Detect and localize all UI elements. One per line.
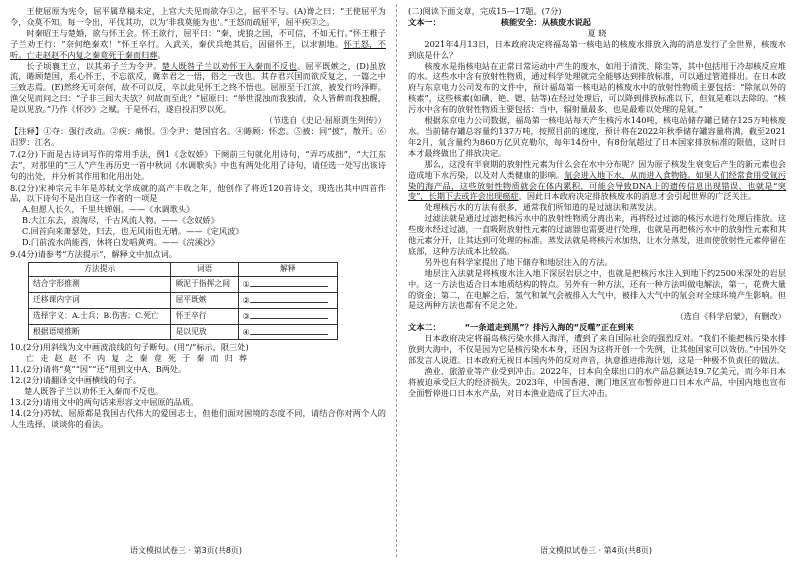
table-cell: 怀王卒行 [171,308,238,324]
blank-number: ② [242,295,250,305]
page-footer-right: 语文模拟试卷三 · 第4页(共8页) [540,546,653,555]
passage-paragraph-3 [10,61,386,116]
answer-blank[interactable] [250,278,328,287]
table-cell: 厥泥于指挥之间 [171,276,238,292]
table-header: 解释 [238,262,337,276]
table-cell: 根据语境推断 [29,324,171,340]
question-12-text: 楚人既咎子兰以劝怀王入秦而不反也。 [24,386,164,397]
passage-text: 。 [157,49,166,60]
passage-text: ，因此日本政府决定排放核废水的消息才会引起世界的广泛关注。 [518,191,757,202]
passage-text: 那么，这没有半衰期的放射性元素为什么会在水中分布呢？因为原子核发生衰变后产生的新元素也会造成地下水污染，以及对人类健康的影响。 [408,158,786,180]
question-8-option-a: A.但愿人长久，千里共婵娟。——《水调歌头》 [22,204,195,215]
table-cell: 选择字义：A.士兵；B.伤害；C.死亡 [29,308,171,324]
table-row [29,308,338,324]
text1-label: 文本一： [408,16,441,27]
text2-title: “一条道走到黑”？排污入海的“反噬”正在到来 [464,322,634,333]
text1-author: 夏 晓 [587,27,607,38]
text2-heading [408,322,786,333]
question-10: 10.(2分)用斜线为文中画波浪线的句子断句。(用“/”标示，限三处) [10,342,249,353]
answer-cell[interactable] [238,308,337,324]
underlined-sentence: 氚会进入地下水，从而进入食物链。如果人们经常食用受氚污染的海产品，这些放射性物质就会在体内累积，可能会导致DNA上的遗传信息出现错误，也就是“突变”，长期下去或许会出现癌症 [408,169,786,202]
text1-paragraph-7: 另外也有科学家提出了地下储存和地层注入的方法。 [424,256,613,267]
text1-paragraph-3: 根据东京电力公司数据，福岛第一核电站每天产生核污水140吨，核电站储存罐已储存125万吨核废水。当前储存罐总容量约137万吨，按照目前的速度，预计将在2022年秋季储存罐容量将满，截至2021年2月，氚含量约为860万亿贝克勒尔，每年14份中，有8份氚超过了日本国家排放标准的限值，这时日本才最终做出了排放决定。 [408,115,786,158]
question-11: 11.(2分)请将“莫”“因”“还”用到文中A、B两处。 [10,364,187,375]
answer-cell[interactable] [238,292,337,308]
text1-paragraph-8: 地层注入法就是将核废水注入地下深层岩层之中，也就是把核污水注入到地下约2500米深处的岩层中。这一方法也适合日本地质结构的特点。另外有一种方法，还有一种方法叫做电解法，第一，花费大量的资金；第二，在电解之后，氢气和氧气会被排入大气中，被排入大气中的氚会对全球环境产生影响。但是这两种方法也都有不足之处。 [408,267,786,311]
method-table [28,262,338,341]
text1-paragraph-1: 2021年4月13日，日本政府决定将福岛第一核电站的核废水排放入海的消息发行了全世界，核废水到底是什么？ [408,38,786,60]
underlined-sentence: 楚人既咎子兰以劝怀王入秦而不反也 [161,60,297,71]
question-8-option-c: C.回首向来萧瑟处，归去，也无风雨也无晴。——《定风波》 [22,226,244,237]
text2-paragraph-1: 日本政府决定将福岛核污染水排入海洋，遭到了来自国际社会的强烈反对。“我们不能把核污染水排放到大海中，不仅是因为它是核污染水本身，还因为这将开创一个先例，让其他国家可以效仿。”中国外交部发言人说道。日本政府无视日本国内外的反对声音，执意推进排海计划，这是一种极不负责任的做法。 [408,333,786,365]
table-cell: 屈平既嫉 [171,292,238,308]
passage-text: 。屈平既嫉之，(D)虽放流，睠顾楚国，系心怀王，不忘欲反，冀幸君之一悟，俗之一改也。其存君兴国而欲反复之，一篇之中三致志焉。(E)然终无可奈何，故不可以反，卒以此见怀王之终不悟也。屈原至于江滨，被发行吟泽畔。渔父见而问之曰：“子非三闾大夫欤？何故而至此？”屈原曰：“举世混浊而我独清，众人皆醉而我独醒，是以见放。”乃作《怀沙》之赋。于是怀石，遂自投汨罗以死。 [10,60,386,115]
passage-paragraph-1: 王使屈原为宪令，屈平属草稿未定，上官大夫见而欲夺①之，屈平不与。(A)谗之曰：“王使屈平为令，众莫不知。每一令出，平伐其功，以为‘非我莫能为也’。”王怒而疏屈平，屈平疾②之。 [10,6,386,27]
answer-cell[interactable] [238,324,337,340]
table-cell: 迁移课内字词 [29,292,171,308]
text1-title: 核能安全：从核废水说起 [500,16,591,27]
text2-label: 文本二： [408,322,441,333]
left-column [10,6,386,430]
text1-paragraph-2: 核废水是指核电站在正常日常运动中产生的废水，如用于清洗、除尘等，其中包括用于冷却核反应堆的水。这些水中含有放射性物质，通过科学处理就完全能够达到排放标准，可以通过管道排出。在日本政府与东京电力公司发布的文件中，预计福岛第一核电站的核废水中的放射性物质主要包括：“除氚以外的核素”，这些核素(如碘、铯、锶、钴等)在经过处理后，可以降到排放标准以下，但氚是难以去除的。“核污水中含有的放射性物质主要包括：当中，辐射量最多、也是最难以处理的是氚。” [408,60,786,115]
table-row [29,276,338,292]
answer-cell[interactable] [238,276,337,292]
question-10-text: 亡走赵赵不内复之秦竟死于秦而归葬 [26,353,254,364]
text1-paragraph-5: 处理核污水的方法有很多，通常我们所知道的是过滤法和蒸发法。 [424,202,662,213]
right-column [408,6,786,399]
table-cell: 结合字形推测 [29,276,171,292]
annotation-note: 【注释】①夺：强行改动。②疾：痛恨。③令尹：楚国官名。④睠顾：怀恋。⑤被：同“披”，散开。⑥汨罗：江名。 [10,125,386,147]
text1-source: （选自《科学启蒙》，有删改） [675,311,786,322]
blank-number: ③ [242,311,250,321]
answer-blank[interactable] [250,326,328,335]
table-row [29,292,338,308]
question-7: 7.(2分)下面是古诗词写作的常用手法，例1《念奴娇》下阕前三句就化用诗句，“弄巧成拙”，“大江东去”，对那里的“三人”产生再历史一首中秋词《水调歌头》中也有两处化用了诗句，请任选一处写出该诗句的出处，并分析其作用和化用出处。 [10,148,386,181]
question-12: 12.(2分)请翻译文中画横线的句子。 [10,375,142,386]
page-footer-left: 语文模拟试卷三 · 第3页(共8页) [130,546,243,555]
text1-paragraph-4 [408,159,786,203]
passage-paragraph-2 [10,28,386,61]
wavy-underline-sentence: 怀王怒，不听。亡走赵赵不内复之秦竟死于秦而归葬 [10,38,386,60]
table-header: 方法提示 [29,262,171,276]
table-cell: 是以见放 [171,324,238,340]
section-heading: (二)阅读下面文章，完成15—17题。(7分) [408,6,562,16]
question-8: 8.(2分)宋神宗元丰年是苏轼文学成就的高产丰收之年，他创作了将近120首诗文，现选出其中四首作品，以下诗句不是出自这一作者的一项是 [10,182,386,204]
answer-blank[interactable] [250,310,328,319]
blank-number: ④ [242,327,250,337]
passage-source: （节选自《史记·屈原贾生列传》） [264,115,386,126]
text1-heading [408,17,786,28]
question-14: 14.(2分)苏轼、屈原都是我国古代伟大的爱国志士，但他们面对困境的态度不同，请结合你对两个人的人生选择，谈谈你的看法。 [10,407,386,429]
column-divider [396,4,397,557]
table-header: 词语 [171,262,238,276]
table-row [29,324,338,340]
blank-number: ① [242,279,250,289]
passage-text: 时秦昭王与楚婚，欲与怀王会。怀王欲行，屈平曰：“秦，虎狼之国，不可信，不如无行。”怀王稚子子兰劝王行：“奈何绝秦欢！”怀王卒行。入武关，秦伏兵绝其后，因留怀王，以求割地。 [10,27,386,49]
text2-paragraph-2: 渔业、旅游业等产业受到冲击。2022年，日本向全球出口的水产品总额达19.7亿美元，而今年日本将被迫承受巨大的经济损失。2023年，中国香港、澳门地区宣布暂停进口日本水产品，中国内地也宣布全面暂停进口日本水产品，对日本渔业造成了巨大冲击。 [408,365,786,398]
question-8-option-d: D.门前流水尚能西，休将白发唱黄鸡。——《浣溪沙》 [22,237,220,248]
passage-text: 长子顷襄王立，以其弟子兰为令尹。 [26,60,162,71]
answer-blank[interactable] [250,294,328,303]
question-13: 13.(2分)请用文中的两句话来形容文中屈原的品质。 [10,397,199,407]
question-8-option-b: B.大江东去，浪淘尽，千古风流人物。——《念奴娇》 [22,215,219,226]
text1-paragraph-6: 过滤法就是通过过滤把核污水中的放射性物质分离出来，再将经过过滤的核污水进行处理后排放。这些废水经过过滤，一直吸附放射性元素的过滤器也需要进行处理，也就是再把核污水中的放射性元素和其他元素分开，让其达到可处理的标准。蒸发法就是将核污水加热，让水分蒸发，进而使放射性元素停留在底部，这种方法成本比较高。 [408,213,786,256]
question-9: 9.(4分)请参考“方法提示”，解释文中加点词。 [10,248,177,259]
